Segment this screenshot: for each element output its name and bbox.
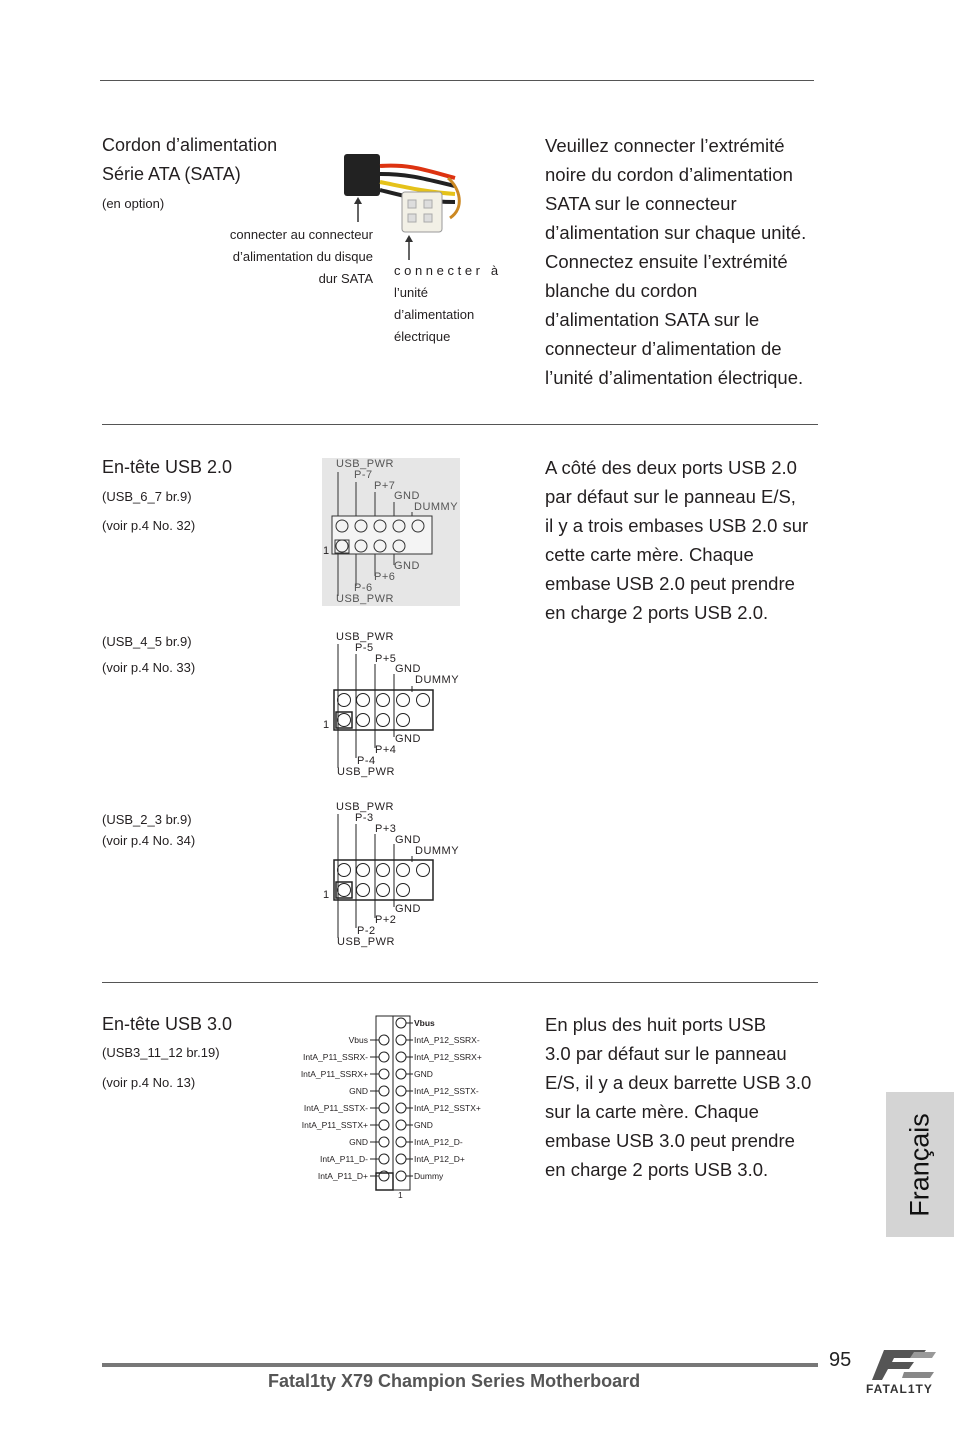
usb2-pinout-diagram-1 (322, 458, 460, 606)
usb3-pin-label: IntA_P12_SSTX+ (414, 1103, 481, 1113)
p-plus-label: P+6 (374, 571, 396, 583)
footer-rule (102, 1363, 818, 1367)
page-number: 95 (829, 1349, 852, 1371)
usb3-pin-label: GND (414, 1120, 433, 1130)
usb3-header-id: (USB3_11_12 br.19) (102, 1045, 220, 1060)
gnd-label: GND (395, 903, 421, 915)
usb3-pin-label: IntA_P11_SSTX+ (301, 1120, 368, 1130)
usb2-header-id: (USB_4_5 br.9) (102, 634, 192, 649)
usb2-header-ref: (voir p.4 No. 34) (102, 833, 196, 848)
usb3-header-ref: (voir p.4 No. 13) (102, 1075, 196, 1090)
gnd-label: GND (395, 733, 421, 745)
dummy-label: DUMMY (415, 674, 460, 686)
top-rule (100, 80, 814, 81)
usb3-pin-label: Dummy (414, 1171, 444, 1181)
usb2-header-id: (USB_6_7 br.9) (102, 489, 192, 504)
pin1-label: 1 (323, 889, 330, 901)
sata-title-line1: Cordon d’alimentation (102, 135, 278, 155)
dummy-label: DUMMY (414, 501, 459, 513)
section-divider (102, 424, 818, 425)
usb3-pin-label: IntA_P12_SSRX- (414, 1035, 480, 1045)
language-side-tab (886, 1092, 954, 1237)
pin1-label: 1 (323, 719, 330, 731)
p-minus-label: P-4 (357, 755, 376, 767)
logo-text: FATAL1TY (866, 1382, 933, 1396)
usb2-description: A côté des deux ports USB 2.0 par défaut sur le panneau E/S, il y a trois embases USB 2.0 sur cette carte mère. Chaque embase USB 2.0 peut prendre en charge 2 ports USB 2.0. (545, 457, 809, 623)
sata-connector-shape (344, 154, 380, 196)
p-plus-label: P+2 (375, 914, 397, 926)
p-plus-label: P+7 (374, 480, 396, 492)
p-plus-label: P+5 (375, 653, 397, 665)
sata-description: Veuillez connecter l’extrémité noire du cordon d’alimentation SATA sur le connecteur d’alimentation sur chaque unité. Connectez ensuite l’extrémité blanche du cordon d’alimentation SATA sur le connecteur d’alimentation de l’unité d’alimentation électrique. (545, 135, 807, 388)
usb3-pin-label: GND (349, 1137, 368, 1147)
usb3-pin-label: GND (414, 1069, 433, 1079)
section-divider (102, 982, 818, 983)
usb3-pin-label: IntA_P12_D+ (414, 1154, 465, 1164)
usb3-pin-label: IntA_P12_SSRX+ (414, 1052, 482, 1062)
p-plus-label: P+3 (375, 823, 397, 835)
usb-pwr-label: USB_PWR (336, 458, 394, 470)
arrow-up-icon (353, 196, 363, 222)
usb2-title: En-tête USB 2.0 (102, 457, 233, 477)
dummy-label: DUMMY (415, 845, 460, 857)
p-minus-label: P-2 (357, 925, 376, 937)
sata-callout-psu: c o n n e c t e r à l’unité d’alimentation électrique (394, 263, 499, 344)
sata-title-line2: Série ATA (SATA) (102, 164, 241, 184)
usb3-pin-label: IntA_P11_SSRX- (302, 1052, 368, 1062)
p-minus-label: P-7 (354, 469, 373, 481)
usb2-pinout-diagram-3 (322, 800, 472, 950)
sata-callout-drive: connecter au connecteur d’alimentation du disque dur SATA (229, 227, 373, 286)
usb-header-graphic (322, 800, 472, 950)
usb-pwr-label: USB_PWR (336, 801, 394, 813)
pin1-label: 1 (323, 545, 330, 557)
gnd-label: GND (394, 490, 420, 502)
usb-pwr-label: USB_PWR (337, 766, 395, 778)
usb-pwr-label: USB_PWR (337, 936, 395, 948)
usb3-pin-label: Vbus (414, 1018, 435, 1028)
fatal1ty-logo (864, 1342, 948, 1402)
usb3-pin-label: IntA_P12_SSTX- (414, 1086, 479, 1096)
usb3-title: En-tête USB 3.0 (102, 1014, 233, 1034)
usb3-pin-label: Vbus (348, 1035, 368, 1045)
arrow-up-icon (404, 234, 414, 260)
usb3-pin-label: IntA_P11_SSRX+ (300, 1069, 368, 1079)
usb3-pin-label: IntA_P11_SSTX- (303, 1103, 368, 1113)
usb3-pin-label: GND (349, 1086, 368, 1096)
usb3-pin-label: IntA_P11_D+ (317, 1171, 368, 1181)
p-minus-label: P-3 (355, 812, 374, 824)
usb3-description: En plus des huit ports USB 3.0 par défaut sur le panneau E/S, il y a deux barrette USB 3.0 sur la carte mère. Chaque embase USB 3.0 peut prendre en charge 2 ports USB 3.0. (545, 1014, 812, 1180)
usb2-header-ref: (voir p.4 No. 32) (102, 518, 196, 533)
footer-title: Fatal1ty X79 Champion Series Motherboard (268, 1371, 641, 1391)
gnd-label: GND (394, 560, 420, 572)
usb3-pinout-diagram (282, 1014, 512, 1204)
p-minus-label: P-5 (355, 642, 374, 654)
gnd-label: GND (395, 834, 421, 846)
gnd-label: GND (395, 663, 421, 675)
p-minus-label: P-6 (354, 582, 373, 594)
usb2-pinout-diagram-2 (322, 630, 472, 780)
usb3-pin-label: IntA_P12_D- (414, 1137, 463, 1147)
language-label: Français (904, 1112, 935, 1217)
usb2-header-id: (USB_2_3 br.9) (102, 812, 192, 827)
p-plus-label: P+4 (375, 744, 397, 756)
usb3-pin-label: IntA_P11_D- (319, 1154, 368, 1164)
usb-header-graphic (322, 630, 472, 780)
usb-pwr-label: USB_PWR (336, 593, 394, 605)
usb2-header-ref: (voir p.4 No. 33) (102, 660, 196, 675)
usb-pwr-label: USB_PWR (336, 631, 394, 643)
sata-option-note: (en option) (102, 196, 165, 211)
pin1-label: 1 (398, 1190, 403, 1200)
molex-connector-shape (402, 192, 442, 232)
